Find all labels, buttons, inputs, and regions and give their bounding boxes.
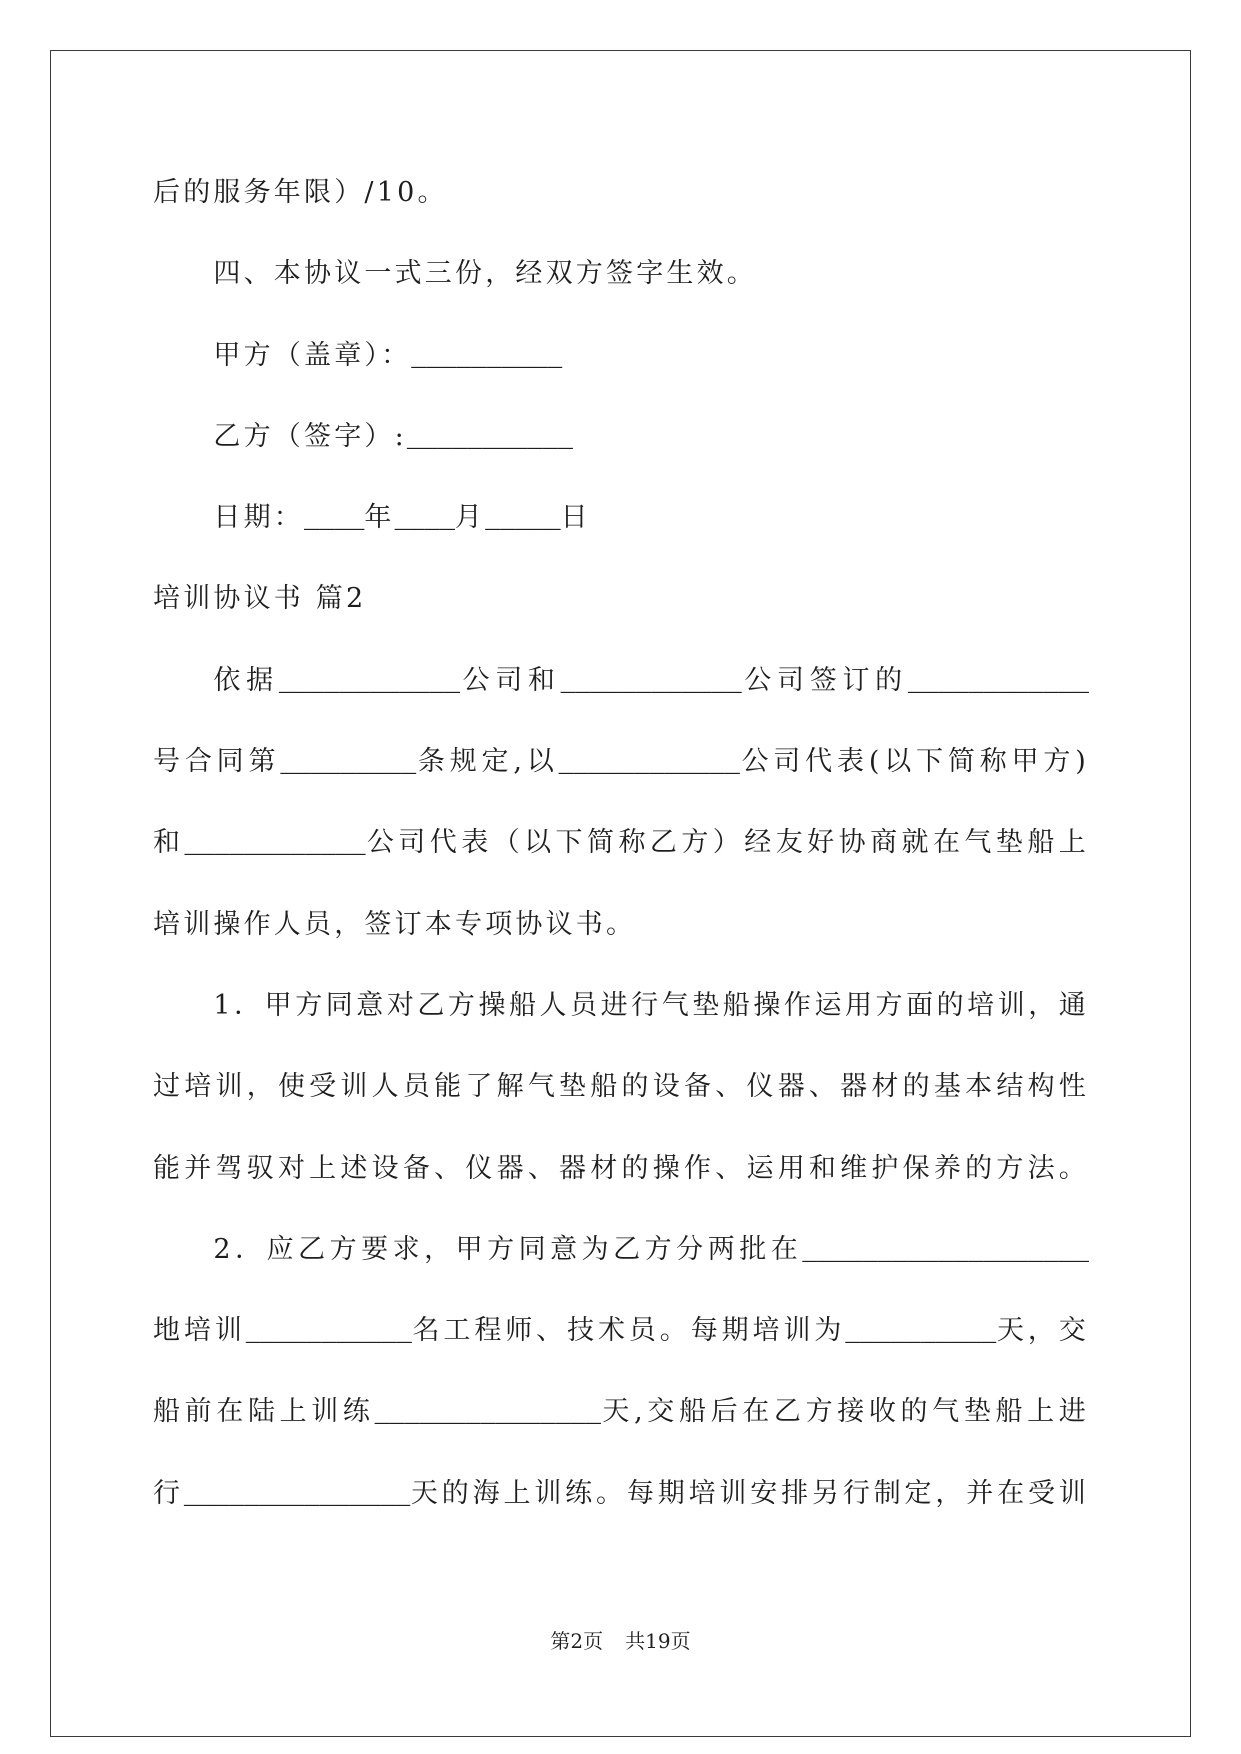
fill-in-blank: _______________ [183,1471,411,1507]
day-unit: 日 [560,502,591,534]
preamble-text: 公司代表(以下简称甲方) [739,746,1089,778]
clause-2-text: 天，交 [996,1315,1089,1347]
preamble-text: 条规定,以 [416,746,559,778]
year-unit: 年 [364,502,395,534]
clause-1-line-2: 过培训，使受训人员能了解气垫船的设备、仪器、器材的基本结构性 [153,1071,1089,1103]
month-unit: 月 [454,502,486,534]
fill-in-blank: ____________ [560,658,742,694]
fill-in-blank: _________ [280,740,417,776]
year-blank: ____ [304,496,365,532]
fill-in-blank: ____________ [278,658,460,694]
clause-1-line-3: 能并驾驭对上述设备、仪器、器材的操作、运用和维护保养的方法。 [153,1152,1089,1184]
preamble-line-2 [153,721,1089,802]
preamble-text: 和 [153,827,185,859]
party-a-signature-line [153,315,1089,396]
preamble-line-4 [153,884,1089,965]
preamble-text: 公司和 [459,664,561,696]
date-label: 日期： [213,502,304,534]
clause-2-text: 名工程师、技术员。每期培训为 [411,1315,846,1347]
document-body [153,152,1089,1534]
fill-in-blank: ____________ [558,740,740,776]
page-total: 共19页 [625,1629,691,1653]
clause-2-text: 行 [153,1477,184,1509]
preamble-text: 公司代表（以下简称乙方）经友好协商就在气垫船上 [365,827,1089,859]
fill-in-blank: ____________ [907,658,1089,694]
clause-2-line-1 [153,1209,1089,1290]
party-b-blank: ___________ [406,414,573,450]
clause-2-text: 2．应乙方要求，甲方同意为乙方分两批在 [213,1233,803,1265]
party-a-label: 甲方（盖章）： [213,339,412,371]
fill-in-blank: ____________ [184,821,366,857]
fill-in-blank: ___________________ [802,1227,1089,1263]
clause-2-line-4 [153,1453,1089,1534]
preamble-line-1 [153,640,1089,721]
clause-2-text: 地培训 [153,1315,246,1347]
clause-2-text: 天的海上训练。每期培训安排另行制定，并在受训 [410,1477,1089,1509]
day-blank: _____ [485,496,561,532]
clause-2-line-2 [153,1290,1089,1371]
party-a-blank: __________ [411,333,563,369]
page-footer [0,1627,1241,1655]
preamble-text: 号合同第 [153,746,281,778]
preamble-text: 培训操作人员，签订本专项协议书。 [153,908,637,940]
party-b-signature-line [153,396,1089,477]
preamble-line-3 [153,802,1089,883]
preamble-text: 依据 [213,664,279,696]
agreement-2-heading: 培训协议书 篇2 [153,583,367,615]
clause-2-text: 船前在陆上训练 [153,1396,375,1428]
party-b-label: 乙方（签字）: [213,420,407,452]
fill-in-blank: __________ [845,1309,997,1345]
clause-2-text: 天,交船后在乙方接收的气垫船上进 [600,1396,1089,1428]
clause-1-line-1: 1．甲方同意对乙方操船人员进行气垫船操作运用方面的培训，通 [213,989,1089,1021]
date-line [153,477,1089,558]
fill-in-blank: _______________ [374,1390,601,1426]
fill-in-blank: ___________ [245,1309,412,1345]
continuation-line: 后的服务年限）/10。 [153,177,448,208]
preamble-text: 公司签订的 [741,664,908,696]
page-number: 第2页 [550,1629,604,1653]
month-blank: ____ [394,496,455,532]
clause-2-line-3 [153,1371,1089,1452]
clause-4: 四、本协议一式三份，经双方签字生效。 [213,258,757,290]
